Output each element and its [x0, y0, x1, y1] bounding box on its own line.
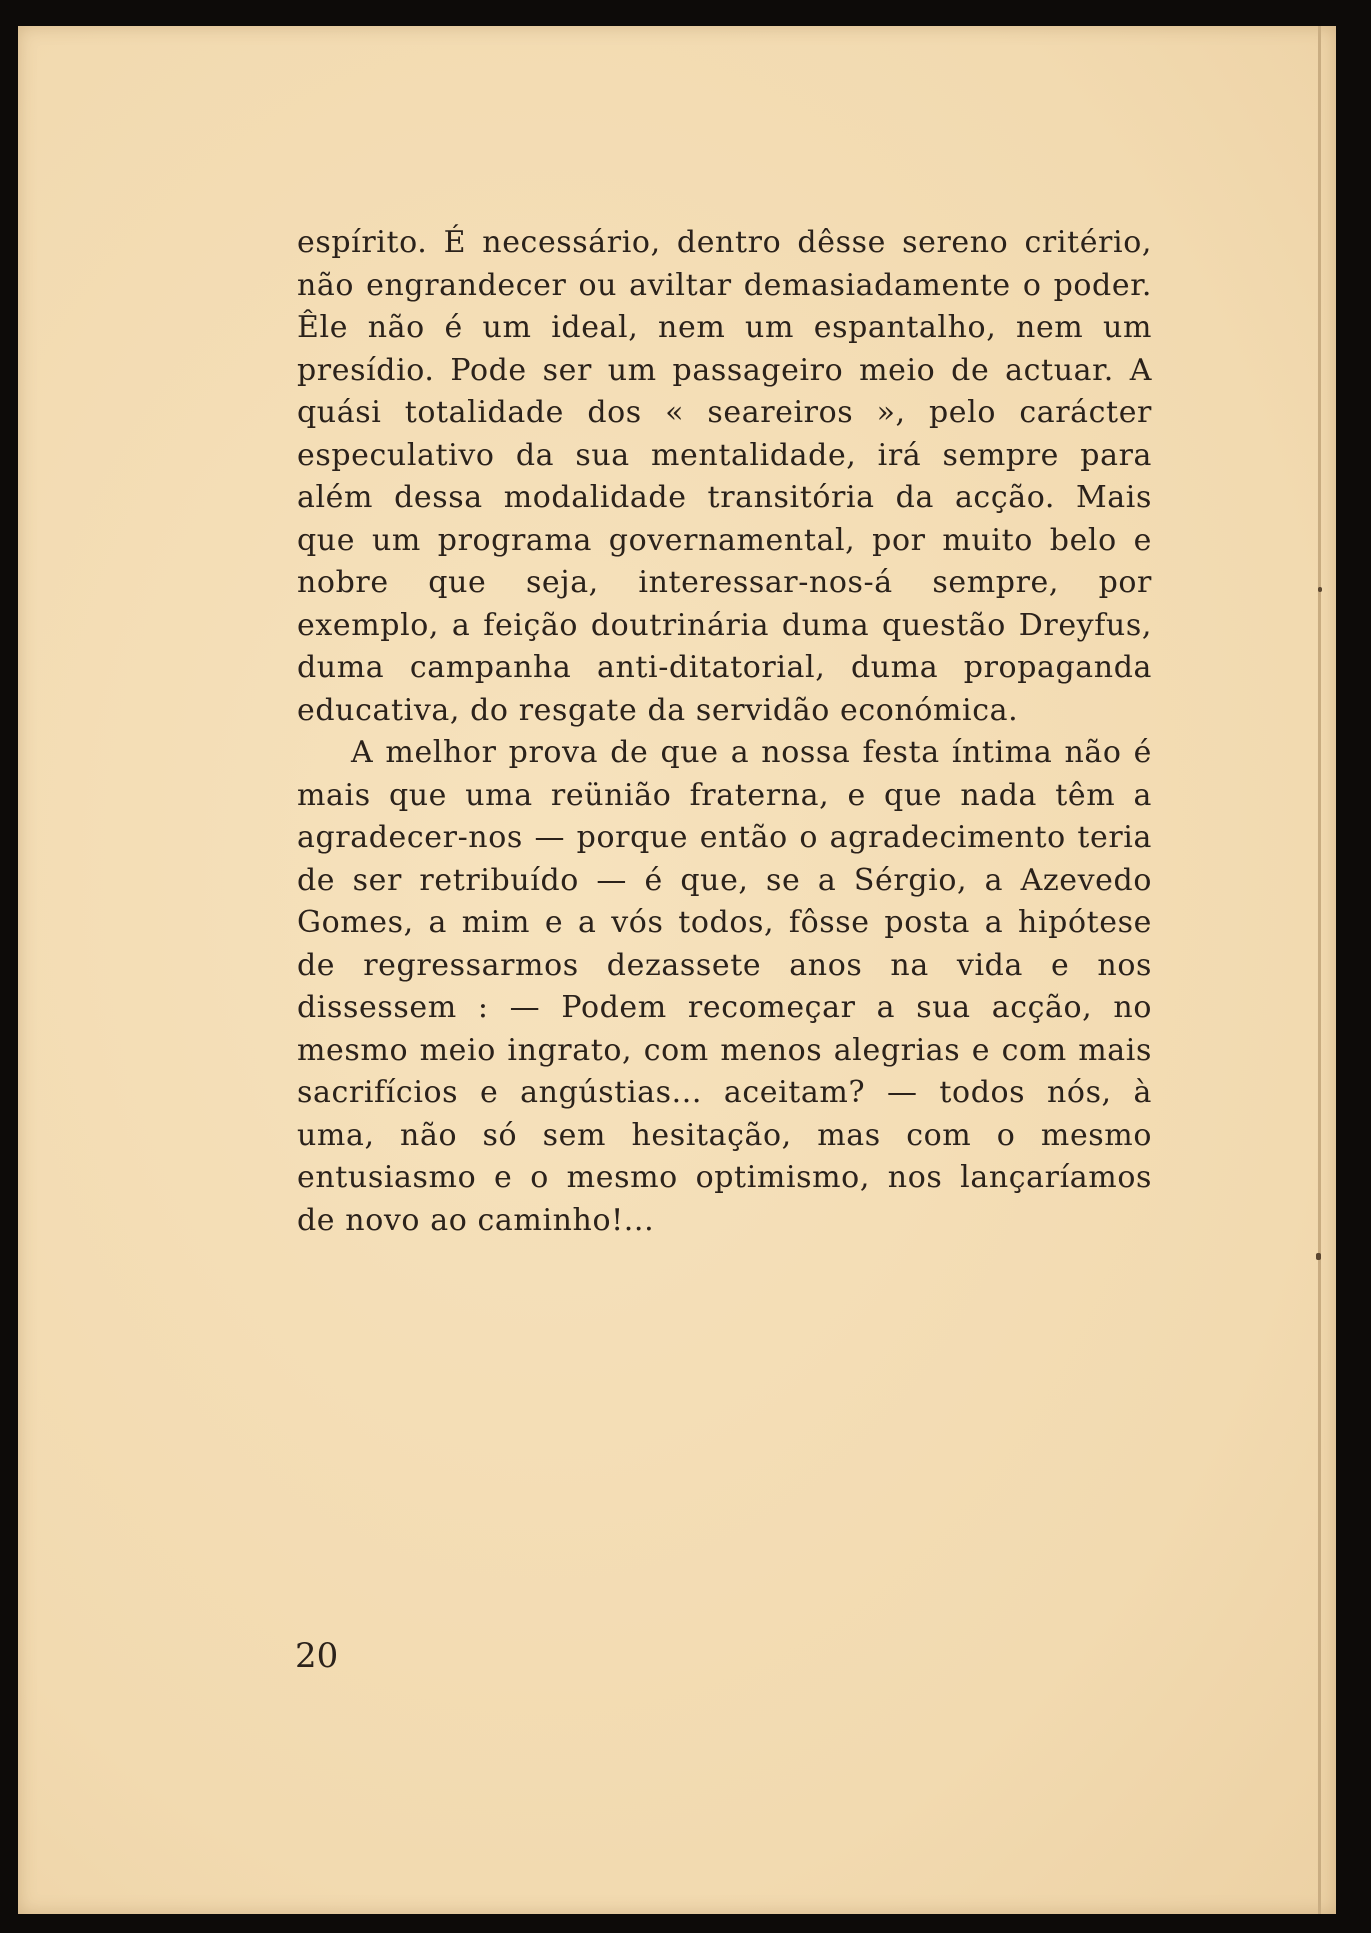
paper-speck — [1318, 587, 1322, 592]
paragraph-1: espírito. É necessário, dentro dêsse sereno critério, não engrandecer ou aviltar demasiadamente o poder. Êle não é um ideal, nem um espantalho, nem um presídio. Pode ser um passageiro meio de actuar. A quási totalidade dos « seareiros », pelo carácter especulativo da sua mentalidade, irá sempre para além dessa modalidade transitória da acção. Mais que um programa governamental, por muito belo e nobre que seja, interessar-nos-á sempre, por exemplo, a feição doutrinária duma questão Dreyfus, duma campanha anti-ditatorial, duma propaganda educativa, do resgate da servidão económica. — [297, 225, 1152, 728]
page-number: 20 — [295, 1636, 339, 1676]
paragraph-2: A melhor prova de que a nossa festa íntima não é mais que uma reünião fraterna, e que nada têm a agradecer-nos — porque então o agradecimento teria de ser retribuído — é que, se a Sérgio, a Azevedo Gomes, a mim e a vós todos, fôsse posta a hipótese de regressarmos dezassete anos na vida e nos dissessem : — Podem recomeçar a sua acção, no mesmo meio ingrato, com menos alegrias e com mais sacrifícios e angústias... aceitam? — todos nós, à uma, não só sem hesitação, mas com o mesmo entusiasmo e o mesmo optimismo, nos lançaríamos de novo ao caminho!... — [297, 735, 1152, 1238]
page-edge — [1318, 26, 1321, 1914]
paper-speck — [1316, 1253, 1321, 1260]
body-text — [297, 222, 1152, 1242]
